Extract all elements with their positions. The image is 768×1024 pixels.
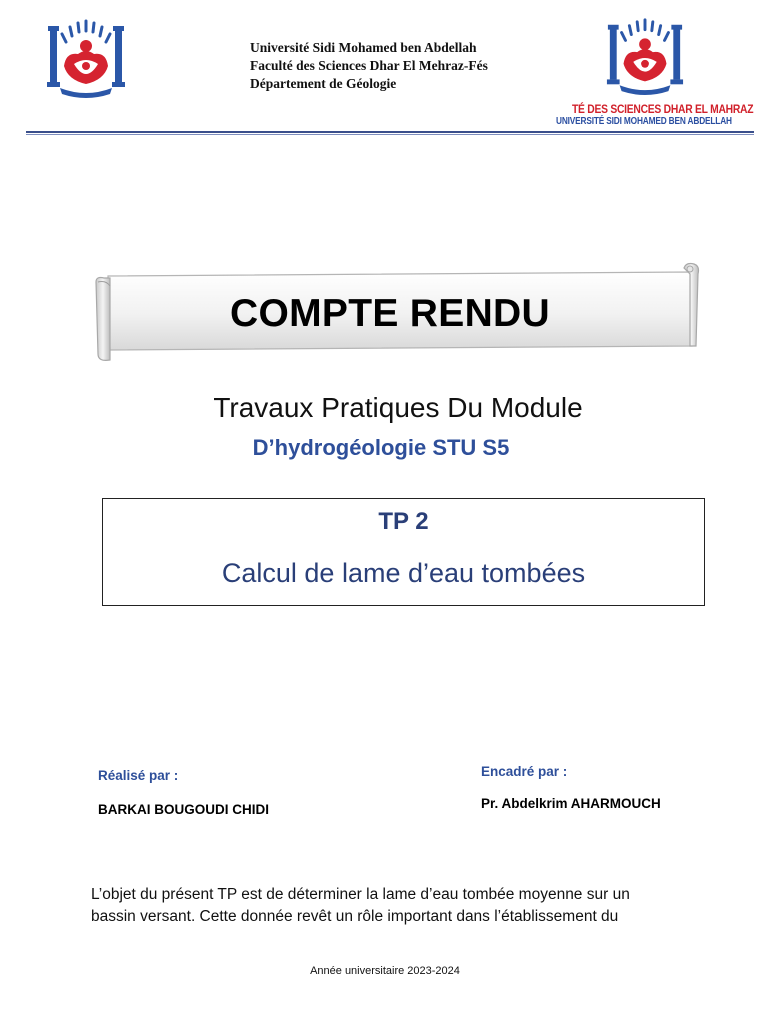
university-name: Université Sidi Mohamed ben Abdellah: [250, 40, 477, 55]
university-logo-caption: UNIVERSITÉ SIDI MOHAMED BEN ABDELLAH: [556, 116, 732, 127]
supervisor-label: Encadré par :: [481, 764, 568, 779]
university-header-text: [250, 39, 488, 93]
university-logo-right: [604, 14, 686, 98]
tp-number: TP 2: [378, 508, 429, 535]
report-title: COMPTE RENDU: [230, 292, 550, 335]
faculty-logo-caption: TÉ DES SCIENCES DHAR EL MAHRAZ: [572, 102, 754, 116]
objective-paragraph: [91, 884, 675, 928]
supervisor-name: Pr. Abdelkrim AHARMOUCH: [481, 796, 661, 811]
tp-title: Calcul de lame d’eau tombées: [221, 558, 586, 588]
module-title: Travaux Pratiques Du Module: [213, 392, 583, 423]
academic-year: Année universitaire 2023-2024: [310, 965, 460, 977]
department-name: Département de Géologie: [250, 76, 397, 91]
faculty-crest-icon: [604, 14, 686, 98]
faculty-name: Faculté des Sciences Dhar El Mehraz-Fés: [250, 58, 488, 73]
authors-name: BARKAI BOUGOUDI CHIDI: [98, 802, 269, 817]
authors-label: Réalisé par :: [98, 768, 179, 783]
objective-line: bassin versant. Cette donnée revêt un rôle important dans l’établissement du: [91, 908, 619, 925]
university-crest-icon: [44, 16, 128, 100]
objective-line: L’objet du présent TP est de déterminer la lame d’eau tombée moyenne sur un: [91, 886, 630, 903]
header-divider: [26, 131, 754, 135]
university-logo-left: [44, 16, 128, 100]
module-subtitle: D’hydrogéologie STU S5: [252, 435, 510, 460]
